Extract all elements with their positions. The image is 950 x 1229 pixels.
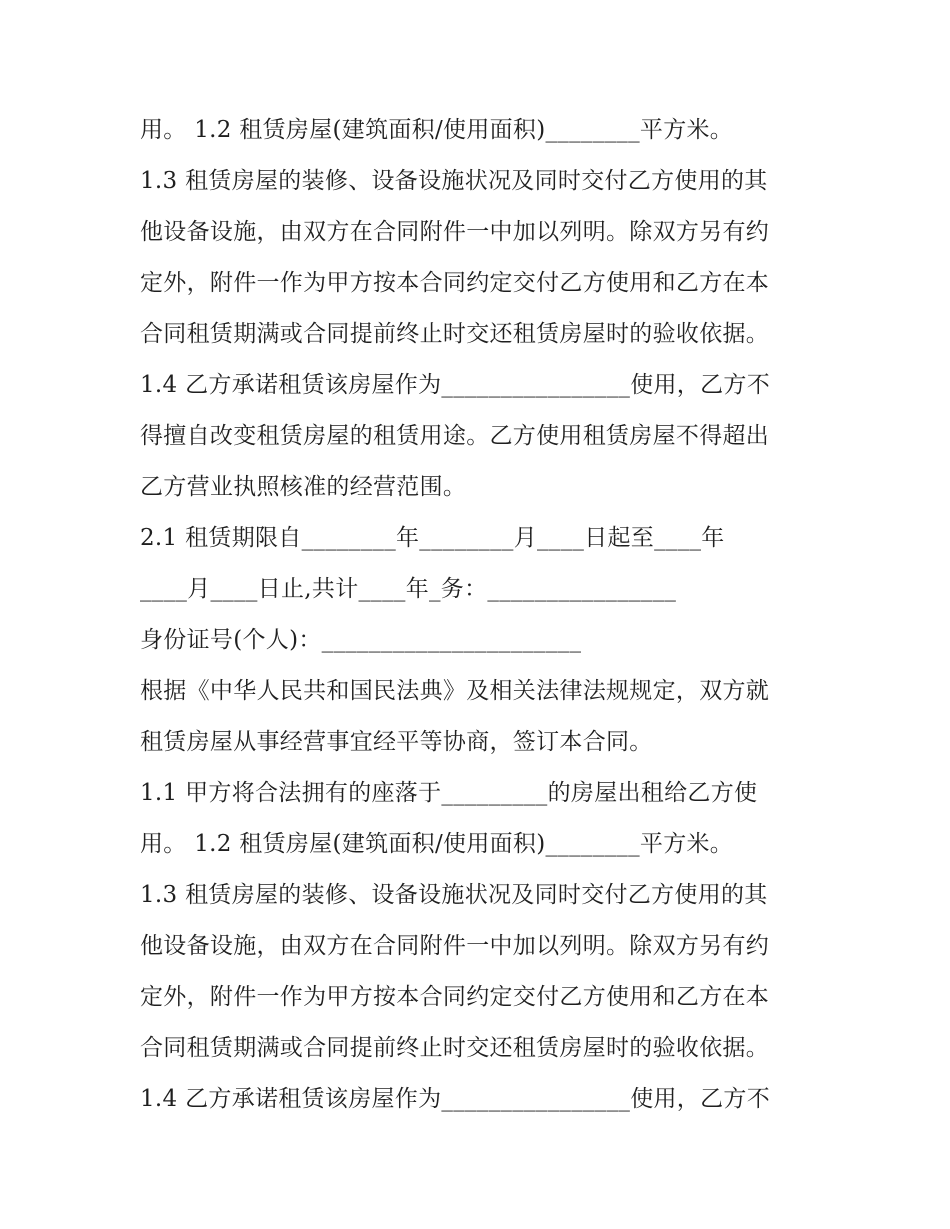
- text-line: 用。 1.2 租赁房屋(建筑面积/使用面积)________平方米。: [140, 117, 734, 143]
- text-line: 1.4 乙方承诺租赁该房屋作为________________使用，乙方不: [140, 1086, 770, 1112]
- text-line: 合同租赁期满或合同提前终止时交还租赁房屋时的验收依据。: [140, 321, 770, 347]
- text-line: ____月____日止,共计____年_务：________________: [140, 576, 677, 602]
- text-line: 身份证号(个人)：______________________: [140, 627, 582, 653]
- text-line: 合同租赁期满或合同提前终止时交还租赁房屋时的验收依据。: [140, 1035, 770, 1061]
- text-line: 租赁房屋从事经营事宜经平等协商，签订本合同。: [140, 729, 653, 755]
- text-line: 1.1 甲方将合法拥有的座落于_________的房屋出租给乙方使: [140, 780, 758, 806]
- text-line: 根据《中华人民共和国民法典》及相关法律法规规定，双方就: [140, 678, 770, 704]
- text-line: 1.3 租赁房屋的装修、设备设施状况及同时交付乙方使用的其: [140, 882, 768, 908]
- text-line: 定外，附件一作为甲方按本合同约定交付乙方使用和乙方在本: [140, 984, 770, 1010]
- text-line: 2.1 租赁期限自________年________月____日起至____年: [140, 525, 725, 551]
- text-line: 他设备设施，由双方在合同附件一中加以列明。除双方另有约: [140, 219, 770, 245]
- text-line: 1.4 乙方承诺租赁该房屋作为________________使用，乙方不: [140, 372, 770, 398]
- text-line: 定外，附件一作为甲方按本合同约定交付乙方使用和乙方在本: [140, 270, 770, 296]
- text-line: 用。 1.2 租赁房屋(建筑面积/使用面积)________平方米。: [140, 831, 734, 857]
- text-line: 乙方营业执照核准的经营范围。: [140, 474, 467, 500]
- text-line: 得擅自改变租赁房屋的租赁用途。乙方使用租赁房屋不得超出: [140, 423, 770, 449]
- text-line: 他设备设施，由双方在合同附件一中加以列明。除双方另有约: [140, 933, 770, 959]
- text-line: 1.3 租赁房屋的装修、设备设施状况及同时交付乙方使用的其: [140, 168, 768, 194]
- document-body: [140, 105, 830, 1125]
